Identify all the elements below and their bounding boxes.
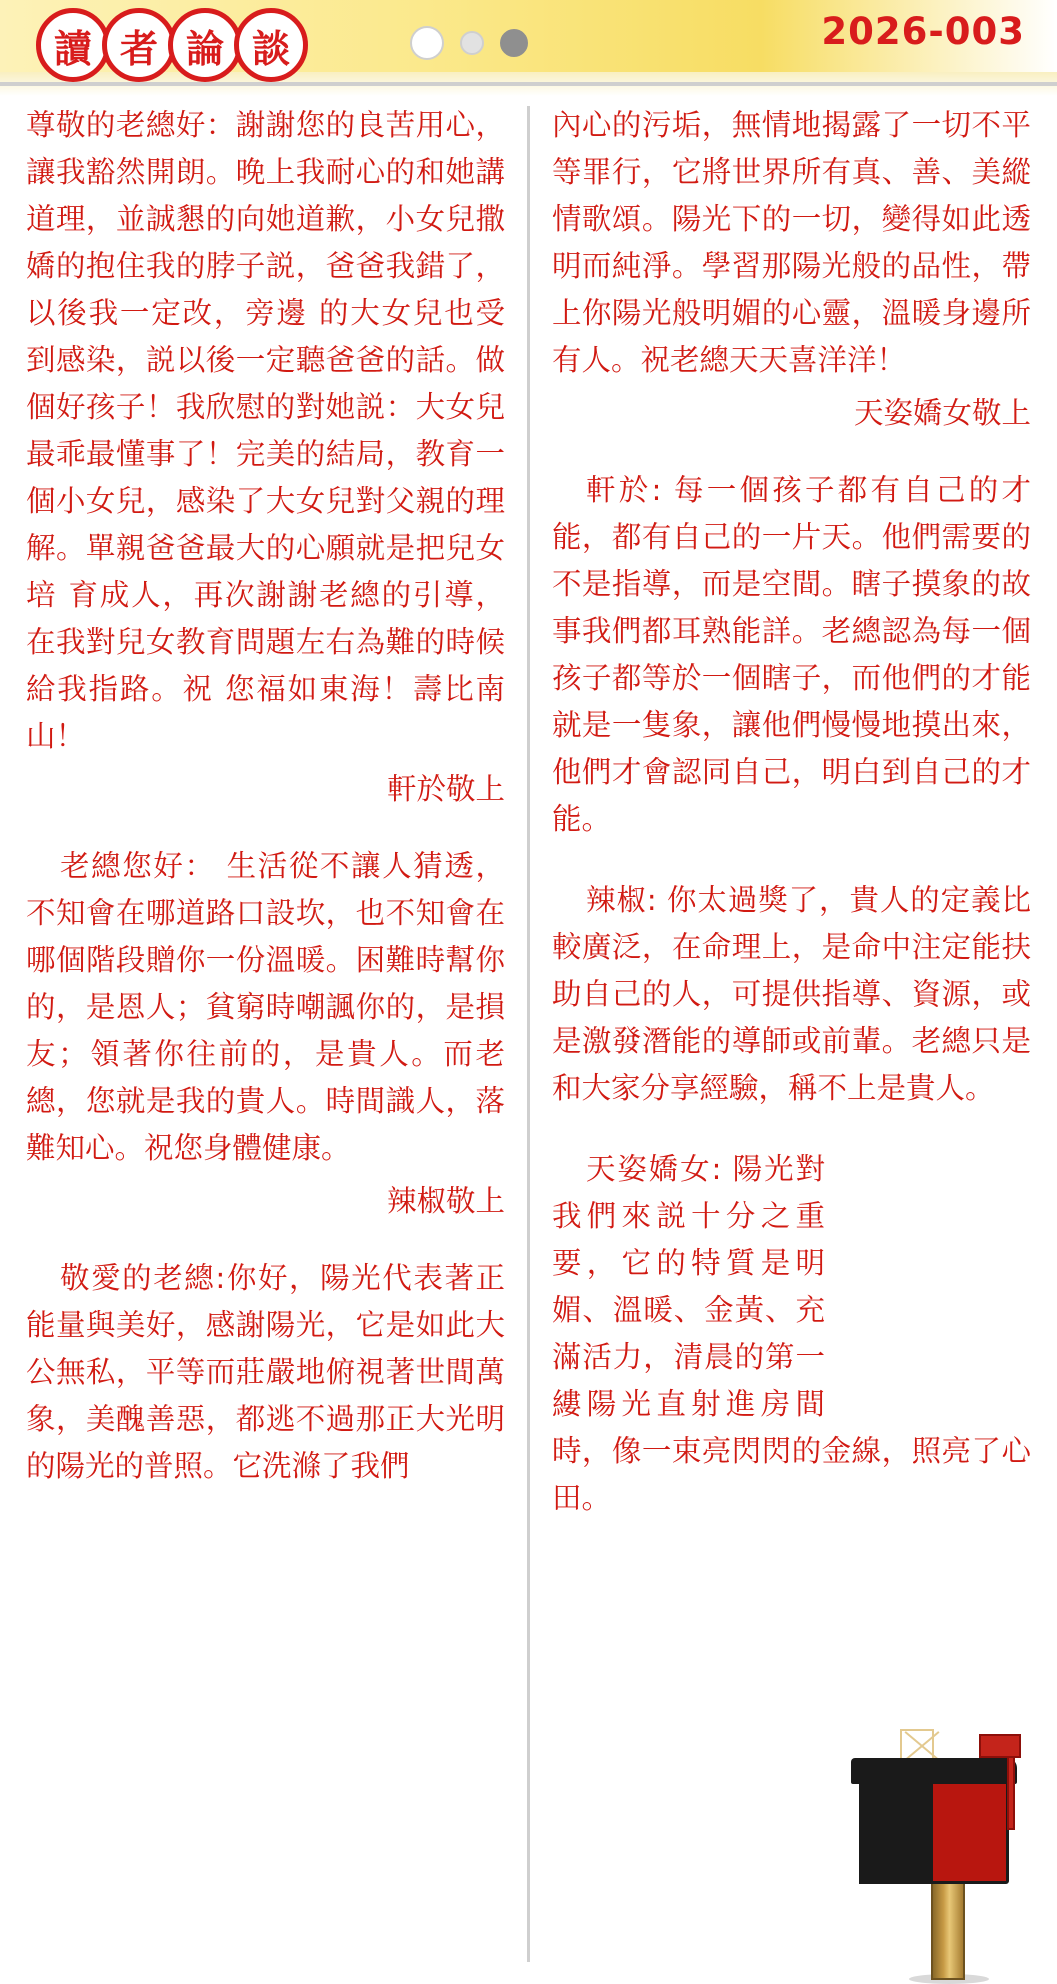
mailbox-text-wrap <box>835 1150 1031 1386</box>
article-body: 敬愛的老總:你好，陽光代表著正能量與美好，感謝陽光，它是如此大公無私，平等而莊嚴地俯視著世間萬象，美醜善惡，都逃不過那正大光明的陽光的普照。它洗滌了我們 <box>26 1261 506 1483</box>
masthead-logo <box>36 8 300 82</box>
masthead-char-4: 談 <box>234 8 308 82</box>
article-columns <box>0 96 1057 1972</box>
article-body: 尊敬的老總好：謝謝您的良苦用心，讓我豁然開朗。晚上我耐心的和她講道理，並誠懇的向她道歉，小女兒撒嬌的抱住我的脖子説，爸爸我錯了，以後我一定改，旁邊 的大女兒也受到感染，説以後一定聽爸爸的話。做個好孩子！我欣慰的對她説：大女兒最乖最懂事了！完美的結局，教育一個小女兒，感染了大女兒對父親的理解。單親爸爸最大的心願就是把兒女培 育成人，再次謝謝老總的引導，在我對兒女教育問題左右為難的時候給我指路。祝 您福如東海！壽比南山！ <box>26 108 506 753</box>
article-body: 辣椒: 你太過獎了，貴人的定義比較廣泛，在命理上，是命中注定能扶助自己的人，可提供指導、資源，或是激發潛能的導師或前輩。老總只是和大家分享經驗，稱不上是貴人。 <box>551 883 1031 1105</box>
mailbox-post <box>931 1876 965 1980</box>
page-header <box>0 0 1057 96</box>
mailbox-roof <box>851 1758 1017 1784</box>
mailbox-flag-icon <box>979 1734 1021 1758</box>
dot-large-icon <box>410 26 444 60</box>
article-signature: 辣椒敬上 <box>387 1184 506 1218</box>
masthead-char-2: 者 <box>102 8 176 82</box>
decorative-dots <box>410 26 528 60</box>
article-body: 內心的污垢，無情地揭露了一切不平等罪行，它將世界所有真、善、美縱情歌頌。陽光下的一切，變得如此透明而純淨。學習那陽光般的品性，帶上你陽光般明媚的心靈，溫暖身邊所有人。祝老總天天喜洋洋！ <box>551 108 1031 377</box>
masthead-char-3: 論 <box>168 8 242 82</box>
dot-medium-icon <box>460 31 484 55</box>
right-column <box>552 102 1031 1972</box>
article-body: 天姿嬌女: 陽光對我們來説十分之重要，它的特質是明媚、溫暖、金黃、充滿活力，清晨的第一縷陽光直射進房間時，像一束亮閃閃的金線，照亮了心田。 <box>551 1152 1031 1515</box>
mailbox-illustration <box>839 1730 1039 1980</box>
article-body: 老總您好： 生活從不讓人猜透，不知會在哪道路口設坎，也不知會在哪個階段贈你一份溫暖。困難時幫你的，是恩人；貧窮時嘲諷你的，是損友；領著你往前的，是貴人。而老總，您就是我的貴人。時間識人，落難知心。祝您身體健康。 <box>26 849 506 1165</box>
dot-small-icon <box>500 29 528 57</box>
column-divider <box>527 106 530 1962</box>
header-divider <box>0 82 1057 86</box>
left-column <box>26 102 505 1972</box>
issue-number: 2026-003 <box>821 10 1025 53</box>
article-signature: 天姿嬌女敬上 <box>853 396 1031 430</box>
article-signature: 軒於敬上 <box>387 772 506 806</box>
article-body: 軒於: 每一個孩子都有自己的才能，都有自己的一片天。他們需要的不是指導，而是空間。瞎子摸象的故事我們都耳熟能詳。老總認為每一個孩子都等於一個瞎子，而他們的才能就是一隻象，讓他們慢慢地摸出來，他們才會認同自己，明白到自己的才能。 <box>551 473 1031 836</box>
masthead-char-1: 讀 <box>36 8 110 82</box>
